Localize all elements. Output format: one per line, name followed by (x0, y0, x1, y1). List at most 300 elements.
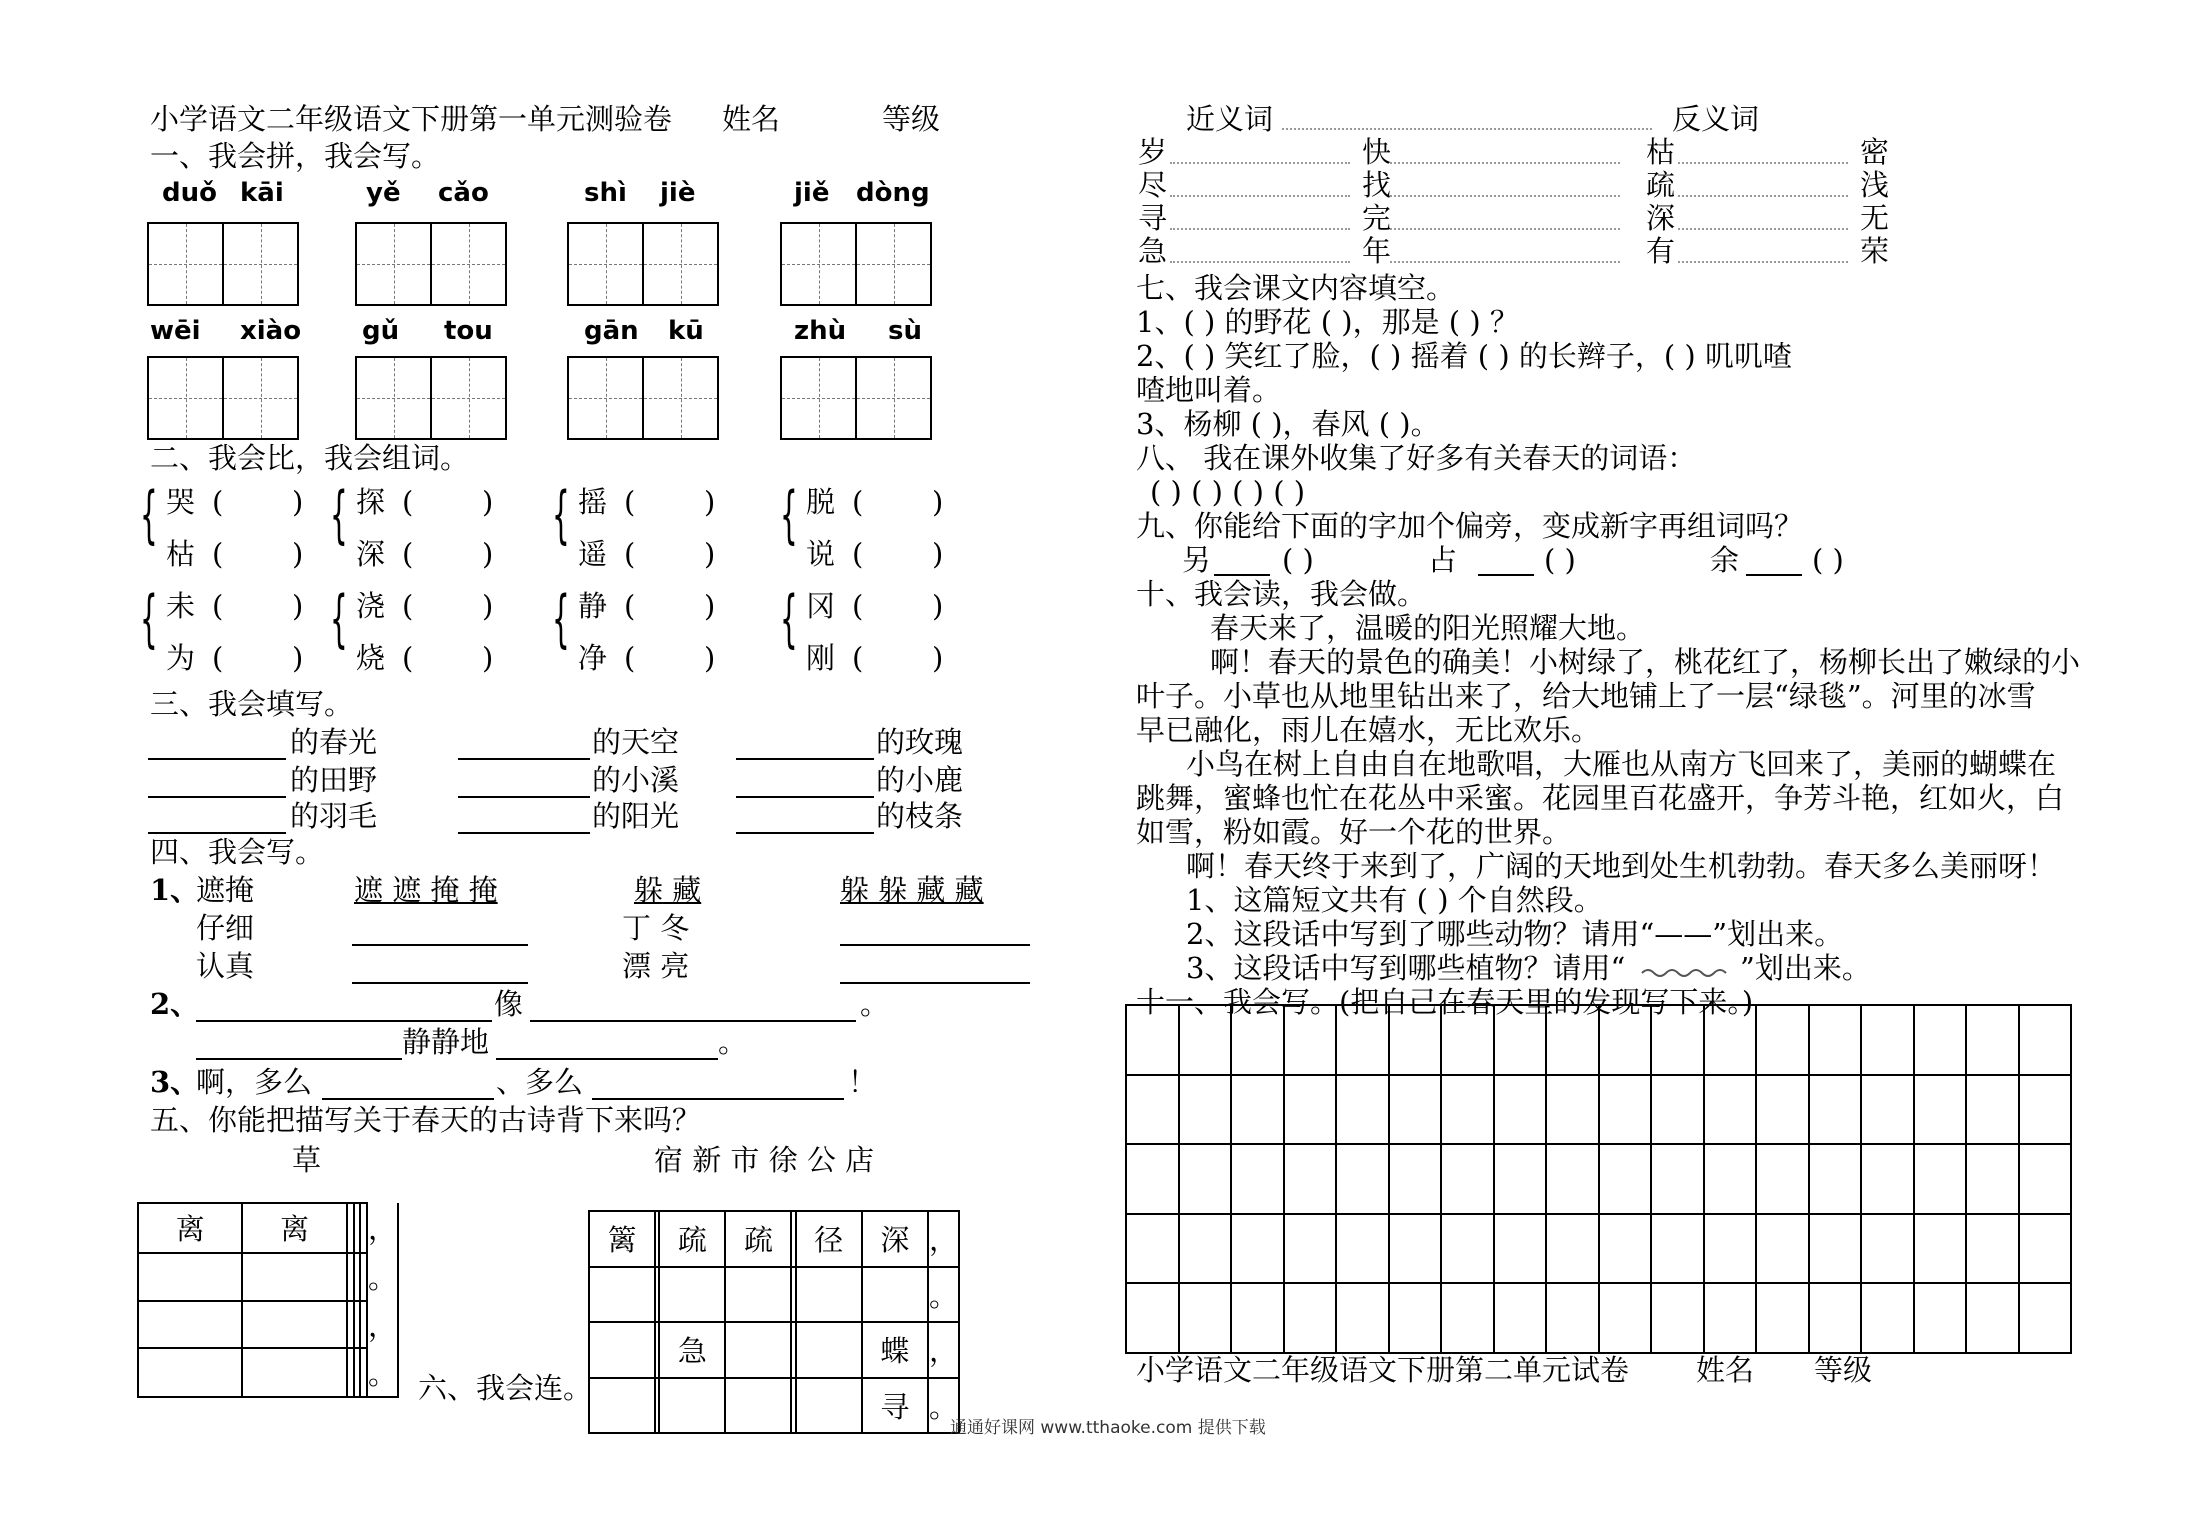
grid-cell[interactable] (1756, 1144, 1809, 1214)
grid-cell[interactable] (1546, 1005, 1599, 1075)
fill-item: 的田野 (290, 763, 378, 797)
word-prompt: 仔细 (196, 911, 255, 945)
writing-grid[interactable] (355, 222, 507, 306)
pinyin: kāi (240, 178, 284, 208)
poem-cell[interactable] (725, 1322, 791, 1378)
grid-cell[interactable] (1966, 1005, 2019, 1075)
poem-cell[interactable] (354, 1348, 361, 1397)
match-char[interactable]: 有 (1646, 234, 1676, 268)
poem-cell[interactable] (360, 1348, 367, 1397)
grid-cell[interactable] (1861, 1214, 1914, 1284)
paren-open[interactable]: ( (852, 589, 864, 623)
match-char[interactable]: 岁 (1138, 135, 1168, 169)
paren-open[interactable]: ( (402, 537, 414, 571)
match-char[interactable]: 寻 (1138, 201, 1168, 235)
match-char[interactable]: 枯 (1646, 135, 1676, 169)
grid-cell[interactable] (1599, 1144, 1652, 1214)
question: 3、这段话中写到哪些植物？请用“ (1186, 951, 1626, 985)
grid-cell[interactable] (1546, 1214, 1599, 1284)
dotted-line (1170, 162, 1350, 164)
grid-cell[interactable] (1966, 1075, 2019, 1145)
dotted-line (1170, 261, 1350, 263)
grid-cell[interactable] (1441, 1144, 1494, 1214)
paren-close[interactable]: ) (704, 641, 716, 675)
dotted-line (1390, 162, 1620, 164)
brace-icon: { (330, 582, 348, 655)
grid-cell[interactable] (1914, 1214, 1967, 1284)
answer-blank[interactable] (736, 832, 874, 834)
answer-blank[interactable] (530, 1020, 856, 1022)
writing-grid[interactable] (780, 356, 932, 440)
grid-cell[interactable] (2019, 1144, 2072, 1214)
poem-cell[interactable] (242, 1301, 346, 1349)
poem-cell[interactable] (589, 1322, 655, 1378)
grid-cell[interactable] (1389, 1144, 1442, 1214)
passage-line: 叶子。小草也从地里钻出来了，给大地铺上了一层“绿毯”。河里的冰雪 (1136, 679, 2036, 713)
answer-blank[interactable] (352, 982, 528, 984)
pinyin: zhù (794, 316, 847, 346)
fill-item: 的玫瑰 (876, 725, 964, 759)
poem-cell[interactable] (796, 1378, 862, 1434)
question: 2、这段话中写到了哪些动物？请用“——”划出来。 (1186, 917, 1844, 951)
answer-blank[interactable] (1478, 574, 1534, 576)
grid-cell[interactable] (1231, 1214, 1284, 1284)
grid-cell[interactable] (1284, 1005, 1337, 1075)
grid-cell[interactable] (1231, 1144, 1284, 1214)
synonym-heading: 近义词 (1186, 102, 1274, 136)
grid-cell[interactable] (1389, 1005, 1442, 1075)
radical-char: 占 (1428, 543, 1458, 577)
paren-open[interactable]: ( (402, 485, 414, 519)
answer-blank[interactable] (196, 1058, 402, 1060)
paren-close[interactable]: ) (704, 589, 716, 623)
section-1-heading: 一、我会拼，我会写。 (150, 139, 441, 173)
grid-cell[interactable] (1494, 1214, 1547, 1284)
compare-char: 浇 (356, 589, 386, 623)
poem-cell[interactable] (354, 1301, 361, 1349)
writing-grid[interactable] (780, 222, 932, 306)
grid-cell[interactable] (1809, 1005, 1862, 1075)
poem-cell[interactable] (360, 1203, 367, 1253)
section-7-heading: 七、我会课文内容填空。 (1136, 271, 1456, 305)
grid-cell[interactable] (1861, 1005, 1914, 1075)
poem-grid-2[interactable] (588, 1210, 960, 1434)
paren-close[interactable]: ) (932, 537, 944, 571)
grid-cell[interactable] (1651, 1075, 1704, 1145)
grid-cell[interactable] (1336, 1005, 1389, 1075)
grid-cell[interactable] (1494, 1144, 1547, 1214)
brace-icon: { (140, 582, 158, 655)
grid-cell[interactable] (2019, 1214, 2072, 1284)
brace-icon: { (780, 582, 798, 655)
paren-open[interactable]: ( (852, 485, 864, 519)
poem-cell[interactable] (360, 1253, 367, 1301)
question: ”划出来。 (1740, 951, 1871, 985)
poem-cell: 篱 (589, 1211, 655, 1267)
poem-grid-1[interactable] (137, 1202, 399, 1398)
passage-line: 春天来了，温暖的阳光照耀大地。 (1210, 611, 1646, 645)
fill-item: 的枝条 (876, 799, 964, 833)
grid-cell[interactable] (1231, 1005, 1284, 1075)
poem-cell[interactable] (589, 1378, 655, 1434)
grid-cell[interactable] (1966, 1144, 2019, 1214)
question: 1、这篇短文共有 ( ) 个自然段。 (1186, 883, 1603, 917)
answer-blank[interactable] (736, 796, 874, 798)
poem-cell[interactable] (796, 1267, 862, 1323)
paren-close[interactable]: ) (292, 641, 304, 675)
grid-cell[interactable] (1441, 1214, 1494, 1284)
writing-grid[interactable] (147, 356, 299, 440)
writing-grid[interactable] (355, 356, 507, 440)
poem-cell[interactable] (138, 1348, 242, 1397)
grid-cell[interactable] (1861, 1075, 1914, 1145)
paren-close[interactable]: ) (292, 589, 304, 623)
fill-item: 的春光 (290, 725, 378, 759)
passage-line: 早已融化，雨儿在嬉水，无比欢乐。 (1136, 713, 1601, 747)
grid-cell[interactable] (1651, 1144, 1704, 1214)
match-char[interactable]: 深 (1646, 201, 1676, 235)
poem-cell[interactable] (242, 1348, 346, 1397)
grid-cell[interactable] (1651, 1005, 1704, 1075)
grid-cell[interactable] (1546, 1283, 1599, 1353)
match-char[interactable]: 荣 (1860, 234, 1890, 268)
grid-cell[interactable] (1861, 1144, 1914, 1214)
pinyin: tou (444, 316, 493, 346)
poem-cell[interactable] (725, 1267, 791, 1323)
paren-open[interactable]: ( (624, 641, 636, 675)
answer-blank[interactable] (322, 1098, 494, 1100)
sentence-word: 啊，多么 (196, 1065, 313, 1099)
answer-blank[interactable] (736, 758, 874, 760)
poem-punct: 。 (928, 1378, 959, 1434)
answer-blank[interactable] (1746, 574, 1802, 576)
grid-cell[interactable] (1704, 1144, 1757, 1214)
match-char[interactable]: 尽 (1138, 168, 1168, 202)
grid-cell[interactable] (1179, 1144, 1232, 1214)
paren-open[interactable]: ( (402, 589, 414, 623)
paren-close[interactable]: ) (704, 537, 716, 571)
grid-cell[interactable] (1494, 1005, 1547, 1075)
grid-cell[interactable] (1126, 1005, 1179, 1075)
period: 。 (860, 987, 890, 1021)
pinyin: jiě (794, 178, 830, 208)
grid-cell[interactable] (1179, 1005, 1232, 1075)
pinyin: jiè (660, 178, 696, 208)
poem-punct: ， (928, 1322, 959, 1378)
name-label: 姓名 (722, 102, 781, 136)
poem-cell[interactable] (659, 1267, 725, 1323)
compare-char: 枯 (166, 537, 196, 571)
section-9-heading: 九、你能给下面的字加个偏旁，变成新字再组词吗？ (1136, 509, 1804, 543)
grid-cell[interactable] (1966, 1214, 2019, 1284)
grid-cell[interactable] (1126, 1144, 1179, 1214)
grid-cell[interactable] (1756, 1005, 1809, 1075)
item-number: 1、 (150, 873, 200, 907)
brace-icon: { (552, 478, 570, 551)
answer-blank[interactable] (458, 796, 590, 798)
radical-char: 余 (1710, 543, 1740, 577)
grid-cell[interactable] (1914, 1075, 1967, 1145)
passage-line: 啊！春天终于来到了，广阔的天地到处生机勃勃。春天多么美丽呀！ (1186, 849, 2057, 883)
paren-close[interactable]: ) (704, 485, 716, 519)
passage-line: 跳舞，蜜蜂也忙在花丛中采蜜。花园里百花盛开，争芳斗艳，红如火，白 (1136, 781, 2065, 815)
grid-cell[interactable] (1284, 1144, 1337, 1214)
grid-cell[interactable] (1914, 1283, 1967, 1353)
poem-punct: ， (928, 1211, 959, 1267)
answer-blank[interactable] (352, 944, 528, 946)
example-answer: 遮 遮 掩 掩 (354, 873, 498, 907)
grid-cell[interactable] (1704, 1005, 1757, 1075)
grid-cell[interactable] (1651, 1283, 1704, 1353)
grid-cell[interactable] (1179, 1075, 1232, 1145)
paren-open[interactable]: ( (624, 537, 636, 571)
passage-line: 啊！春天的景色的确美！小树绿了，桃花红了，杨柳长出了嫩绿的小 (1210, 645, 2081, 679)
poem-cell[interactable] (138, 1301, 242, 1349)
poem-cell[interactable] (347, 1301, 354, 1349)
poem-title: 草 (292, 1143, 322, 1177)
match-char[interactable]: 密 (1860, 135, 1890, 169)
paren-open[interactable]: ( (212, 641, 224, 675)
wavy-line-icon (1640, 964, 1736, 980)
paren-open[interactable]: ( (212, 485, 224, 519)
section-8-heading: 八、 我在课外收集了好多有关春天的词语： (1136, 441, 1697, 475)
grid-cell[interactable] (1966, 1283, 2019, 1353)
poem-cell[interactable] (347, 1348, 354, 1397)
poem-cell: 急 (659, 1322, 725, 1378)
grid-cell[interactable] (1231, 1075, 1284, 1145)
grid-cell[interactable] (1126, 1283, 1179, 1353)
paren-open[interactable]: ( (402, 641, 414, 675)
pinyin: wēi (150, 316, 201, 346)
paren-close[interactable]: ) (932, 589, 944, 623)
grid-cell[interactable] (1179, 1283, 1232, 1353)
dotted-line (1390, 261, 1620, 263)
dotted-line (1170, 195, 1350, 197)
paren-open[interactable]: ( (624, 589, 636, 623)
poem-cell[interactable] (347, 1253, 354, 1301)
match-char[interactable]: 找 (1362, 168, 1392, 202)
compare-char: 未 (166, 589, 196, 623)
answer-blank[interactable] (458, 832, 590, 834)
grid-cell[interactable] (1756, 1283, 1809, 1353)
grid-cell[interactable] (1126, 1214, 1179, 1284)
poem-title: 宿 新 市 徐 公 店 (654, 1143, 875, 1177)
next-name-label: 姓名 (1696, 1353, 1755, 1387)
paren-close[interactable]: ) (482, 537, 494, 571)
compare-char: 冈 (806, 589, 836, 623)
answer-blank[interactable] (196, 1020, 492, 1022)
grid-cell[interactable] (1599, 1283, 1652, 1353)
section-10-heading: 十、我会读，我会做。 (1136, 577, 1427, 611)
grid-cell[interactable] (1704, 1214, 1757, 1284)
compare-char: 说 (806, 537, 836, 571)
paren-close[interactable]: ) (932, 641, 944, 675)
writing-grid[interactable] (567, 222, 719, 306)
pinyin: duǒ (162, 178, 217, 208)
grid-cell[interactable] (1546, 1075, 1599, 1145)
paren-blank[interactable]: ( ) (1812, 543, 1844, 577)
answer-blank[interactable] (496, 1058, 718, 1060)
poem-cell[interactable] (360, 1301, 367, 1349)
grid-cell[interactable] (1599, 1214, 1652, 1284)
compare-char: 刚 (806, 641, 836, 675)
answer-blank[interactable] (840, 982, 1030, 984)
poem-punct: 。 (367, 1253, 398, 1301)
grid-cell[interactable] (1336, 1075, 1389, 1145)
match-char[interactable]: 快 (1362, 135, 1392, 169)
grid-cell[interactable] (1599, 1005, 1652, 1075)
paren-close[interactable]: ) (932, 485, 944, 519)
match-char[interactable]: 无 (1860, 201, 1890, 235)
grid-cell[interactable] (1546, 1144, 1599, 1214)
brace-icon: { (140, 478, 158, 551)
grid-cell[interactable] (1704, 1283, 1757, 1353)
grid-cell[interactable] (2019, 1283, 2072, 1353)
paren-open[interactable]: ( (852, 537, 864, 571)
poem-punct: 。 (928, 1267, 959, 1323)
passage-line: 如雪，粉如霞。好一个花的世界。 (1136, 815, 1572, 849)
grid-cell[interactable] (1914, 1144, 1967, 1214)
poem-cell[interactable] (138, 1253, 242, 1301)
grid-cell[interactable] (1914, 1005, 1967, 1075)
grid-cell[interactable] (1179, 1214, 1232, 1284)
fill-sentence: 喳地叫着。 (1136, 373, 1282, 407)
poem-cell[interactable] (659, 1378, 725, 1434)
writing-grid[interactable] (567, 356, 719, 440)
poem-cell: 蝶 (862, 1322, 928, 1378)
paren-blank[interactable]: ( ) (1282, 543, 1314, 577)
match-char[interactable]: 完 (1362, 201, 1392, 235)
poem-cell: 径 (796, 1211, 862, 1267)
compare-char: 净 (578, 641, 608, 675)
paren-open[interactable]: ( (624, 485, 636, 519)
paren-close[interactable]: ) (292, 485, 304, 519)
paren-close[interactable]: ) (482, 485, 494, 519)
answer-blank[interactable] (840, 944, 1030, 946)
grid-cell[interactable] (1756, 1214, 1809, 1284)
grid-cell[interactable] (1651, 1214, 1704, 1284)
grid-cell[interactable] (1389, 1075, 1442, 1145)
compare-char: 脱 (806, 485, 836, 519)
grid-cell[interactable] (1284, 1075, 1337, 1145)
grid-cell[interactable] (1441, 1075, 1494, 1145)
grid-cell[interactable] (1494, 1075, 1547, 1145)
poem-cell[interactable] (354, 1253, 361, 1301)
match-char[interactable]: 疏 (1646, 168, 1676, 202)
section-6-heading: 六、我会连。 (418, 1371, 593, 1405)
answer-blank[interactable] (458, 758, 590, 760)
paren-open[interactable]: ( (212, 589, 224, 623)
grid-cell[interactable] (1284, 1214, 1337, 1284)
grid-cell[interactable] (1126, 1075, 1179, 1145)
brace-icon: { (780, 478, 798, 551)
dotted-line (1390, 195, 1620, 197)
grid-cell[interactable] (1704, 1075, 1757, 1145)
grid-cell[interactable] (1809, 1075, 1862, 1145)
compare-char: 探 (356, 485, 386, 519)
pinyin: gān (584, 316, 639, 346)
fill-sentence: 2、( ) 笑红了脸，( ) 摇着 ( ) 的长辫子，( ) 叽叽喳 (1136, 339, 1792, 373)
pinyin: gǔ (362, 316, 400, 346)
grid-cell[interactable] (2019, 1005, 2072, 1075)
writing-grid[interactable] (147, 222, 299, 306)
grid-cell[interactable] (1389, 1214, 1442, 1284)
poem-cell[interactable] (796, 1322, 862, 1378)
poem-cell[interactable] (347, 1203, 354, 1253)
grid-cell[interactable] (1336, 1214, 1389, 1284)
grid-cell[interactable] (1284, 1283, 1337, 1353)
paren-close[interactable]: ) (482, 589, 494, 623)
answer-blank[interactable] (592, 1098, 844, 1100)
paren-open[interactable]: ( (212, 537, 224, 571)
match-char[interactable]: 年 (1362, 234, 1392, 268)
compare-char: 遥 (578, 537, 608, 571)
grid-cell[interactable] (1389, 1283, 1442, 1353)
answer-blank[interactable] (1214, 574, 1270, 576)
poem-cell[interactable] (862, 1267, 928, 1323)
poem-cell: 离 (138, 1203, 242, 1253)
grid-cell[interactable] (1756, 1075, 1809, 1145)
grid-cell[interactable] (1336, 1144, 1389, 1214)
dotted-line (1678, 261, 1848, 263)
word-prompt: 丁 冬 (622, 911, 690, 945)
grid-cell[interactable] (1494, 1283, 1547, 1353)
poem-cell[interactable] (589, 1267, 655, 1323)
word-prompt: 躲 藏 (634, 873, 702, 907)
antonym-heading: 反义词 (1672, 102, 1760, 136)
poem-cell[interactable] (725, 1378, 791, 1434)
section-2-heading: 二、我会比，我会组词。 (150, 441, 470, 475)
composition-grid[interactable] (1125, 1004, 2072, 1354)
answer-blank[interactable] (148, 796, 286, 798)
next-grade-label: 等级 (1814, 1353, 1873, 1387)
paren-blank[interactable]: ( ) (1544, 543, 1576, 577)
fill-item: 的羽毛 (290, 799, 378, 833)
compare-char: 为 (166, 641, 196, 675)
word-collection-line[interactable]: ( ) ( ) ( ) ( ) (1150, 475, 1306, 509)
paren-close[interactable]: ) (482, 641, 494, 675)
grid-cell[interactable] (1336, 1283, 1389, 1353)
grid-cell[interactable] (1441, 1005, 1494, 1075)
dotted-line (1678, 228, 1848, 230)
word-prompt: 遮掩 (196, 873, 255, 907)
grid-cell[interactable] (1809, 1144, 1862, 1214)
answer-blank[interactable] (148, 832, 286, 834)
pinyin: shì (584, 178, 627, 208)
section-3-heading: 三、我会填写。 (150, 687, 354, 721)
watermark: 通通好课网 www.tthaoke.com 提供下载 (950, 1418, 1266, 1438)
grid-cell[interactable] (1231, 1283, 1284, 1353)
period: 。 (718, 1025, 748, 1059)
answer-blank[interactable] (148, 758, 286, 760)
grid-cell[interactable] (1599, 1075, 1652, 1145)
fill-sentence: 3、杨柳 ( )，春风 ( )。 (1136, 407, 1440, 441)
grid-cell[interactable] (1809, 1283, 1862, 1353)
grid-cell[interactable] (1441, 1283, 1494, 1353)
poem-cell[interactable] (242, 1253, 346, 1301)
grid-cell[interactable] (1809, 1214, 1862, 1284)
sentence-word: 像 (494, 987, 524, 1021)
match-char[interactable]: 急 (1138, 234, 1168, 268)
compare-char: 摇 (578, 485, 608, 519)
poem-cell[interactable] (354, 1203, 361, 1253)
grid-cell[interactable] (2019, 1075, 2072, 1145)
paren-close[interactable]: ) (292, 537, 304, 571)
pinyin: cǎo (438, 178, 489, 208)
paren-open[interactable]: ( (852, 641, 864, 675)
grid-cell[interactable] (1861, 1283, 1914, 1353)
match-char[interactable]: 浅 (1860, 168, 1890, 202)
